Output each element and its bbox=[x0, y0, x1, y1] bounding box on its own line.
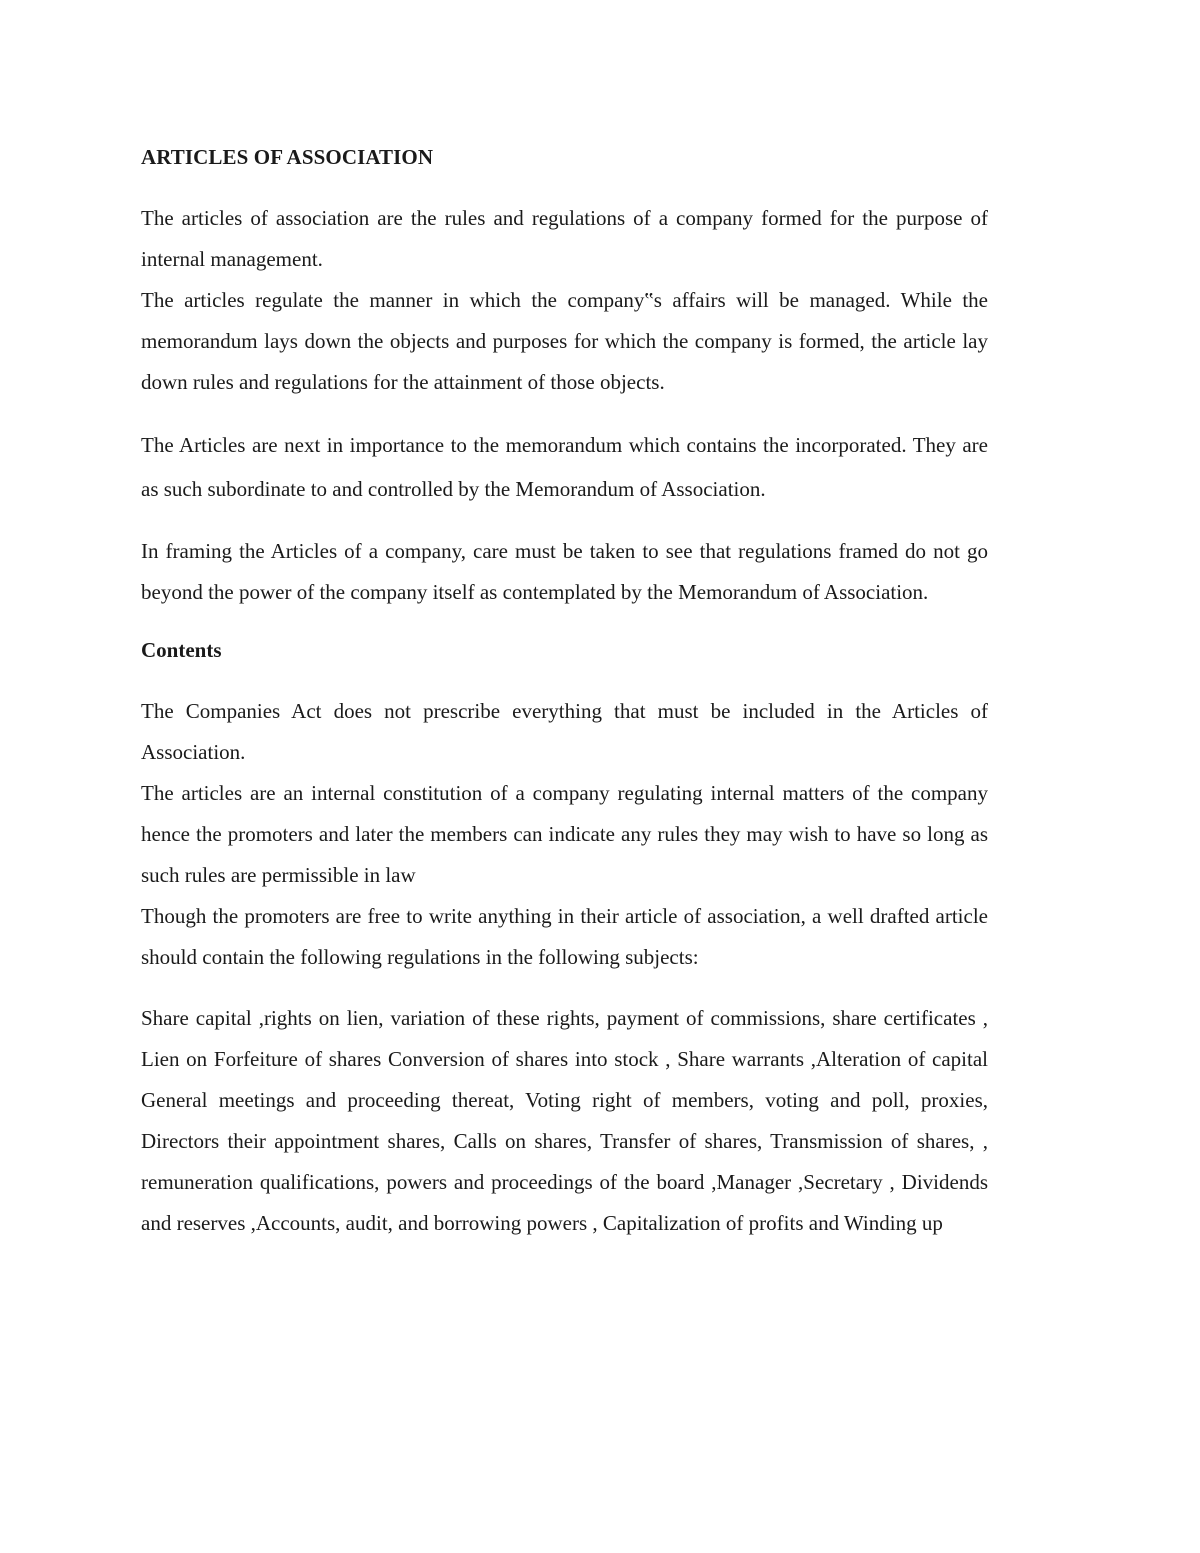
document-body bbox=[141, 140, 988, 1244]
paragraph-regulation: The articles regulate the manner in which the company‟s affairs will be managed. While the memorandum lays down the objects and purposes for which the company is formed, the article lay down rules and regulations for the attainment of those objects. bbox=[141, 288, 988, 394]
paragraph-companies-act: The Companies Act does not prescribe everything that must be included in the Articles of Association. bbox=[141, 699, 988, 764]
paragraph-framing: In framing the Articles of a company, care must be taken to see that regulations framed do not go beyond the power of the company itself as contemplated by the Memorandum of Association. bbox=[141, 539, 988, 604]
paragraph-internal-constitution: The articles are an internal constitution of a company regulating internal matters of the company hence the promoters and later the members can indicate any rules they may wish to have so long as such rules are permissible in law bbox=[141, 781, 988, 887]
paragraph-definition: The articles of association are the rules and regulations of a company formed for the purpose of internal management. bbox=[141, 206, 988, 271]
paragraph-subjects-list: Share capital ,rights on lien, variation of these rights, payment of commissions, share certificates , Lien on Forfeiture of shares Conversion of shares into stock , Share warrants ,Alteration of capital General meetings and proceeding thereat, Voting right of members, voting and poll, proxies, Directors their appointment shares, Calls on shares, Transfer of shares, Transmission of shares, , remuneration qualifications, powers and proceedings of the board ,Manager ,Secretary , Dividends and reserves ,Accounts, audit, and borrowing powers , Capitalization of profits and Winding up bbox=[141, 1006, 988, 1235]
paragraph-promoters: Though the promoters are free to write anything in their article of association, a well drafted article should contain the following regulations in the following subjects: bbox=[141, 904, 988, 969]
contents-heading: Contents bbox=[141, 638, 222, 662]
document-title: ARTICLES OF ASSOCIATION bbox=[141, 145, 434, 169]
paragraph-importance: The Articles are next in importance to the memorandum which contains the incorporated. They are as such subordinate to and controlled by the Memorandum of Association. bbox=[141, 433, 988, 501]
